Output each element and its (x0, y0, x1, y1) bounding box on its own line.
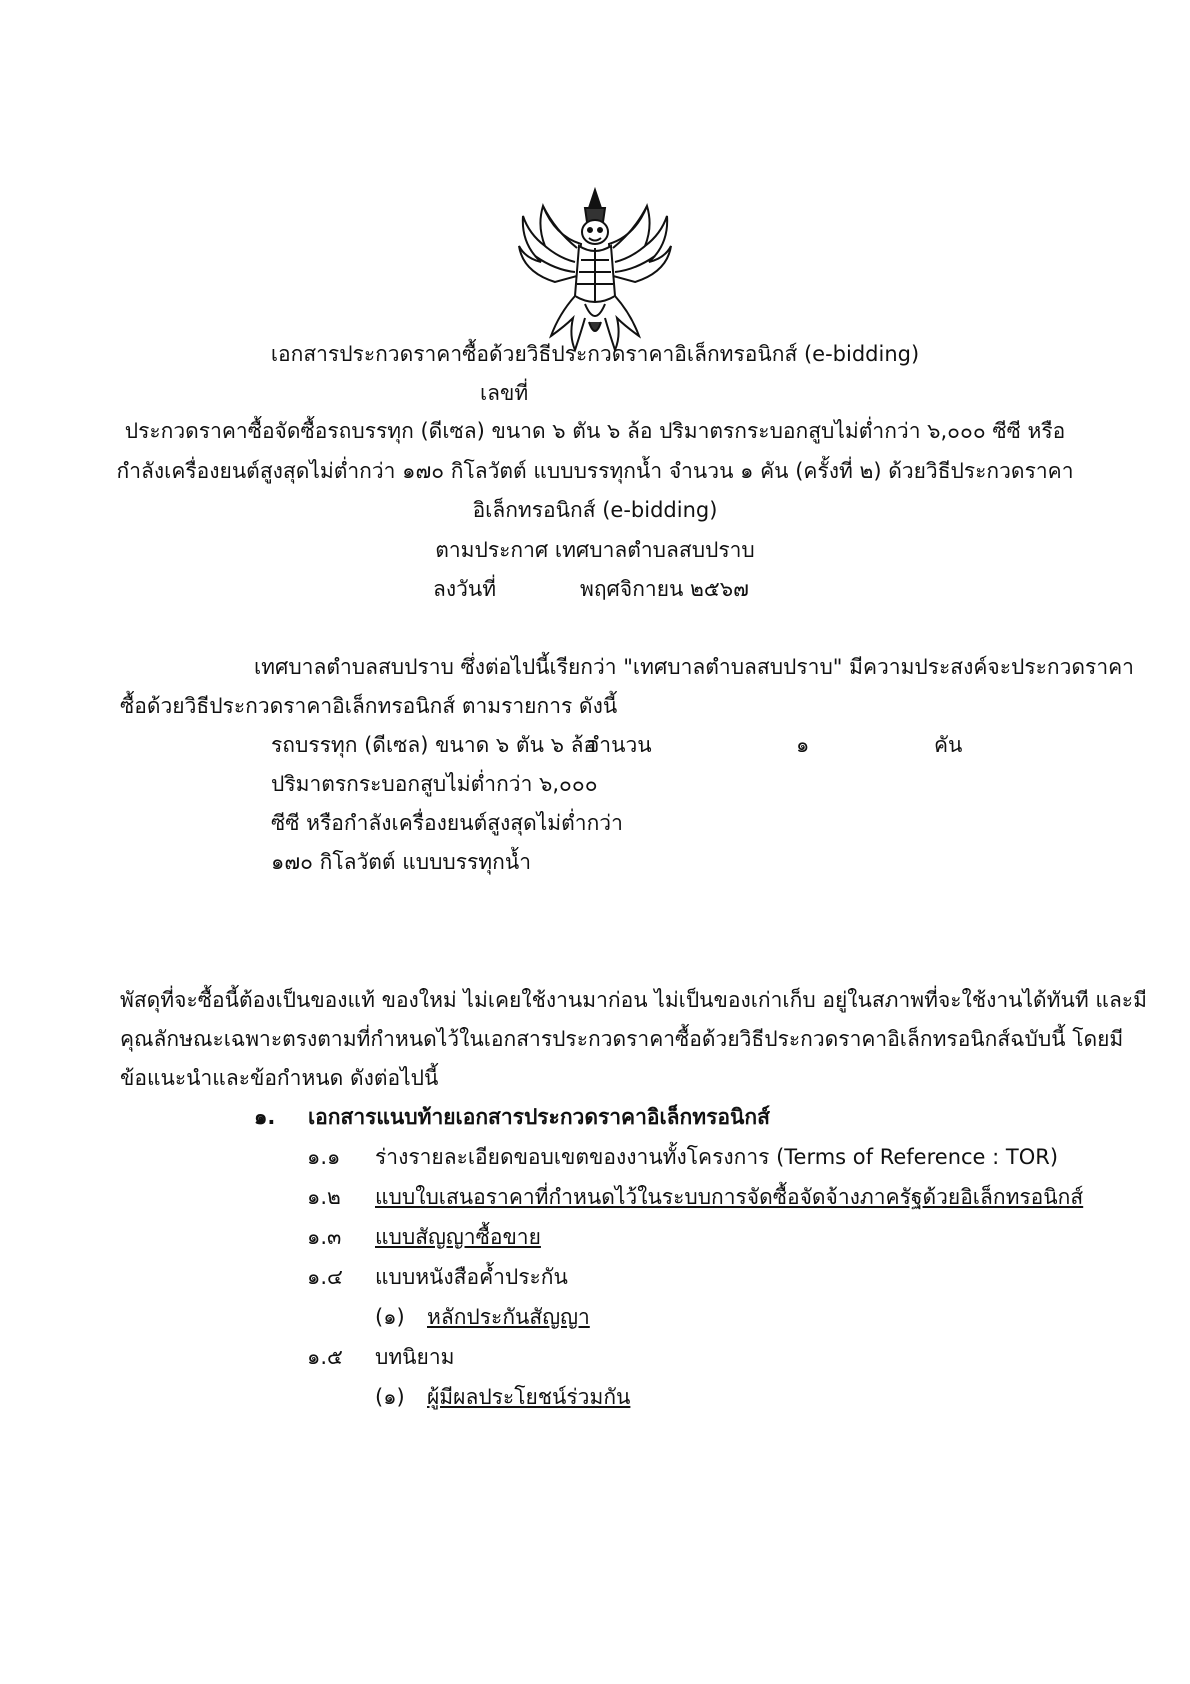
list-item-guarantee-letter: แบบหนังสือค้ำประกัน (375, 1265, 568, 1289)
item-description-line-3: ซีซี หรือกำลังเครื่องยนต์สูงสุดไม่ต่ำกว่า (271, 811, 623, 835)
list-item-tor: ร่างรายละเอียดขอบเขตของงานทั้งโครงการ (Terms of Reference : TOR) (375, 1145, 1059, 1169)
sub-item-number: (๑) (375, 1385, 405, 1409)
item-quantity-label: จำนวน (587, 733, 652, 757)
list-item-contract-link[interactable]: แบบสัญญาซื้อขาย (375, 1225, 541, 1249)
list-item-number: ๑.๓ (307, 1225, 342, 1249)
list-item-number: ๑.๒ (307, 1185, 341, 1209)
list-item-number: ๑.๕ (307, 1345, 343, 1369)
list-item-number: ๑.๔ (307, 1265, 343, 1289)
sub-item-joint-interest-link[interactable]: ผู้มีผลประโยชน์ร่วมกัน (427, 1385, 631, 1409)
sub-item-number: (๑) (375, 1305, 405, 1329)
section-1-number: ๑. (254, 1105, 276, 1129)
subject-line-2: กำลังเครื่องยนต์สูงสุดไม่ต่ำกว่า ๑๗๐ กิโลวัตต์ แบบบรรทุกน้ำ จำนวน ๑ คัน (ครั้งที่ ๒) ด้วยวิธีประกวดราคา (116, 459, 1074, 483)
item-unit: คัน (934, 733, 963, 757)
item-quantity: ๑ (796, 733, 810, 757)
item-description-line-4: ๑๗๐ กิโลวัตต์ แบบบรรทุกน้ำ (271, 850, 532, 874)
item-description-line-1: รถบรรทุก (ดีเซล) ขนาด ๖ ตัน ๖ ล้อ (271, 733, 597, 757)
conditions-line-2: คุณลักษณะเฉพาะตรงตามที่กำหนดไว้ในเอกสารประกวดราคาซื้อด้วยวิธีประกวดราคาอิเล็กทรอนิกส์ฉบับนี้ โดยมี (120, 1027, 1124, 1051)
date-label: ลงวันที่ (433, 577, 497, 601)
list-item-bid-form-link[interactable]: แบบใบเสนอราคาที่กำหนดไว้ในระบบการจัดซื้อจัดจ้างภาครัฐด้วยอิเล็กทรอนิกส์ (375, 1185, 1084, 1209)
subject-line-1: ประกวดราคาซื้อจัดซื้อรถบรรทุก (ดีเซล) ขนาด ๖ ตัน ๖ ล้อ ปริมาตรกระบอกสูบไม่ต่ำกว่า ๖,๐๐๐ ซีซี หรือ (124, 419, 1066, 443)
section-1-title: เอกสารแนบท้ายเอกสารประกวดราคาอิเล็กทรอนิกส์ (308, 1105, 770, 1129)
garuda-emblem-icon (515, 186, 675, 356)
date-value: พฤศจิกายน ๒๕๖๗ (580, 577, 749, 601)
subject-line-3: อิเล็กทรอนิกส์ (e-bidding) (472, 498, 718, 522)
document-number-label: เลขที่ (480, 381, 529, 405)
announcement-line: ตามประกาศ เทศบาลตำบลสบปราบ (435, 538, 755, 562)
sub-item-contract-security-link[interactable]: หลักประกันสัญญา (427, 1305, 590, 1329)
list-item-number: ๑.๑ (307, 1145, 341, 1169)
intro-line-1: เทศบาลตำบลสบปราบ ซึ่งต่อไปนี้เรียกว่า "เทศบาลตำบลสบปราบ" มีความประสงค์จะประกวดราคา (254, 655, 1134, 679)
intro-line-2: ซื้อด้วยวิธีประกวดราคาอิเล็กทรอนิกส์ ตามรายการ ดังนี้ (120, 694, 618, 718)
list-item-definitions: บทนิยาม (375, 1345, 455, 1369)
conditions-line-3: ข้อแนะนำและข้อกำหนด ดังต่อไปนี้ (120, 1066, 439, 1090)
item-description-line-2: ปริมาตรกระบอกสูบไม่ต่ำกว่า ๖,๐๐๐ (271, 772, 598, 796)
document-title: เอกสารประกวดราคาซื้อด้วยวิธีประกวดราคาอิเล็กทรอนิกส์ (e-bidding) (270, 342, 920, 366)
conditions-line-1: พัสดุที่จะซื้อนี้ต้องเป็นของแท้ ของใหม่ ไม่เคยใช้งานมาก่อน ไม่เป็นของเก่าเก็บ อยู่ในสภาพที่จะใช้งานได้ทันที และมี (120, 988, 1147, 1012)
